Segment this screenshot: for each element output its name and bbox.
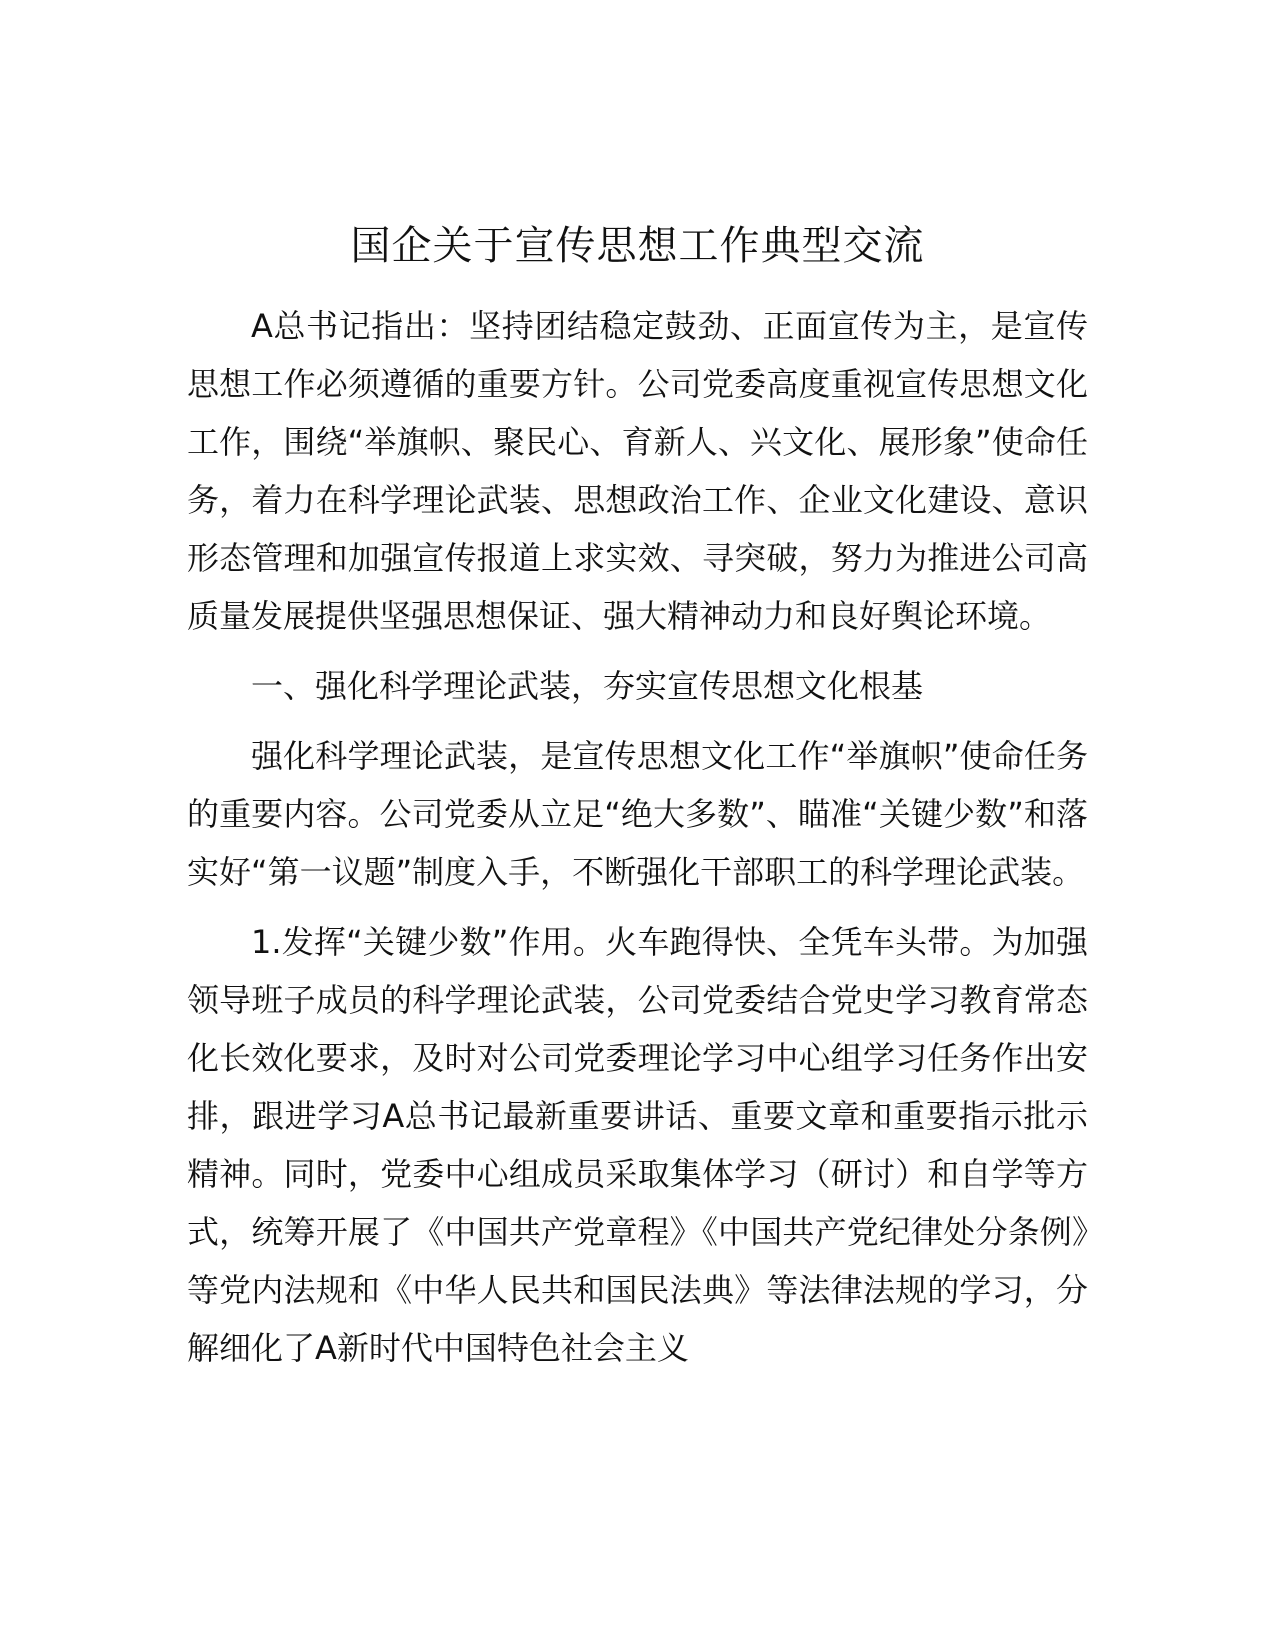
document-title: 国企关于宣传思想工作典型交流 xyxy=(350,223,925,269)
section-heading: 一、强化科学理论武装，夯实宣传思想文化根基 xyxy=(251,667,924,705)
section-paragraph: 强化科学理论武装，是宣传思想文化工作“举旗帜”使命任务的重要内容。公司党委从立足“绝大多数”、瞄准“关键少数”和落实好“第一议题”制度入手，不断强化干部职工的科学理论武装。 xyxy=(187,737,1088,891)
document-body xyxy=(187,297,1088,1377)
intro-paragraph: A总书记指出：坚持团结稳定鼓劲、正面宣传为主，是宣传思想工作必须遵循的重要方针。公司党委高度重视宣传思想文化工作，围绕“举旗帜、聚民心、育新人、兴文化、展形象”使命任务，着力在科学理论武装、思想政治工作、企业文化建设、意识形态管理和加强宣传报道上求实效、寻突破，努力为推进公司高质量发展提供坚强思想保证、强大精神动力和良好舆论环境。 xyxy=(187,307,1088,635)
numbered-paragraph: 1.发挥“关键少数”作用。火车跑得快、全凭车头带。为加强领导班子成员的科学理论武装，公司党委结合党史学习教育常态化长效化要求，及时对公司党委理论学习中心组学习任务作出安排，跟进学习A总书记最新重要讲话、重要文章和重要指示批示精神。同时，党委中心组成员采取集体学习（研讨）和自学等方式，统筹开展了《中国共产党章程》《中国共产党纪律处分条例》等党内法规和《中华人民共和国民法典》等法律法规的学习，分解细化了A新时代中国特色社会主义 xyxy=(187,923,1088,1367)
